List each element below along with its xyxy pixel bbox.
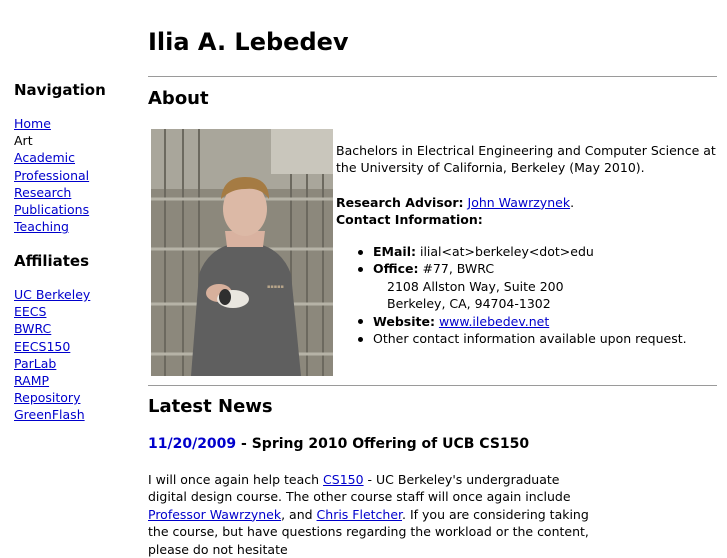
contact-information-line [336,211,716,228]
affiliate-item[interactable] [14,286,90,303]
nav-link-professional[interactable]: Professional [14,167,90,183]
office-line-2: 2108 Allston Way, Suite 200 [387,278,564,294]
research-advisor-line [336,194,716,211]
about-bio: Bachelors in Electrical Engineering and Computer Science at the University of California, Berkeley (May 2010). [336,143,716,176]
affiliate-link-repository[interactable]: Repository [14,390,81,406]
news-item-date: 11/20/2009 [148,436,237,452]
nav-link-teaching[interactable]: Teaching [14,219,69,235]
navigation-list [14,115,89,235]
nav-link-academic[interactable]: Academic [14,150,76,166]
nav-current-art: Art [14,133,33,149]
affiliates-list [14,286,90,424]
news-body-part-3: , and [281,506,317,522]
office-line-1: #77, BWRC [422,261,495,277]
website-link[interactable]: www.ilebedev.net [438,313,550,329]
svg-text:▪▪▪▪▪: ▪▪▪▪▪ [267,284,284,290]
nav-item-publications[interactable] [14,201,89,218]
news-title-separator: - [236,436,252,452]
office-line-3: Berkeley, CA, 94704-1302 [387,296,551,312]
nav-item-academic[interactable] [14,149,89,166]
news-item-headline: Spring 2010 Offering of UCB CS150 [251,436,530,452]
affiliate-link-ramp[interactable]: RAMP [14,372,50,388]
profile-photo [151,129,333,376]
nav-link-research[interactable]: Research [14,184,72,200]
chris-fletcher-link[interactable]: Chris Fletcher [316,506,403,522]
divider-top [148,76,717,77]
news-item-title [148,436,529,452]
news-body-part-4: . If you are considering taking the course, but have questions regarding the workload or the content, please do not hesitate [148,506,589,557]
affiliate-item[interactable] [14,338,90,355]
contact-item-email [356,243,687,260]
nav-item-research[interactable] [14,184,89,201]
news-body-part-1: I will once again help teach [148,472,324,487]
about-heading: About [148,88,209,109]
other-contact-note: Other contact information available upon request. [373,331,687,347]
affiliate-link-eecs150[interactable]: EECS150 [14,338,71,354]
affiliate-item[interactable] [14,372,90,389]
professor-wawrzynek-link[interactable]: Professor Wawrzynek [148,506,282,522]
affiliate-link-eecs[interactable]: EECS [14,304,47,320]
contact-list [356,243,687,347]
about-section [336,142,716,229]
website-label: Website: [373,313,435,329]
affiliate-item[interactable] [14,355,90,372]
nav-item-teaching[interactable] [14,218,89,235]
nav-item-art [14,132,89,149]
contact-information-label: Contact Information: [336,212,483,228]
page-title: Ilia A. Lebedev [148,28,349,56]
navigation-heading: Navigation [14,81,106,99]
email-value: ilial<at>berkeley<dot>edu [419,244,594,259]
nav-item-home[interactable] [14,115,89,132]
news-body-part-2: - UC Berkeley's undergraduate digital design course. The other course staff will once again include [148,472,571,505]
affiliate-item[interactable] [14,320,90,337]
contact-item-office [356,260,687,312]
contact-item-other [356,330,687,347]
divider-middle [148,385,717,386]
advisor-suffix: . [570,194,575,210]
affiliate-link-bwrc[interactable]: BWRC [14,321,52,337]
affiliate-item[interactable] [14,406,90,423]
office-label: Office: [373,261,419,277]
nav-link-home[interactable]: Home [14,116,51,131]
nav-link-publications[interactable]: Publications [14,201,90,217]
affiliate-link-parlab[interactable]: ParLab [14,355,57,371]
affiliate-item[interactable] [14,389,90,406]
affiliate-link-greenflash[interactable]: GreenFlash [14,407,85,423]
research-advisor-label: Research Advisor: [336,194,464,210]
affiliate-link-uc-berkeley[interactable]: UC Berkeley [14,287,91,302]
nav-item-professional[interactable] [14,167,89,184]
affiliate-item[interactable] [14,303,90,320]
affiliates-heading: Affiliates [14,252,90,270]
research-advisor-link[interactable]: John Wawrzynek [467,194,571,210]
email-label: EMail: [373,244,416,259]
cs150-link[interactable]: CS150 [323,472,364,487]
contact-item-website [356,313,687,330]
latest-news-heading: Latest News [148,396,273,417]
